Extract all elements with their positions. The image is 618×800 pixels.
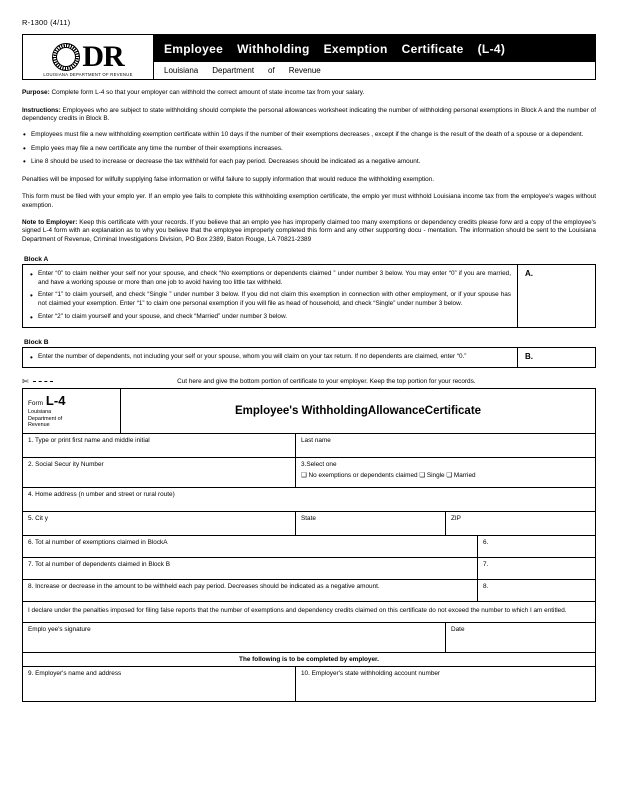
declaration-text: I declare under the penalties imposed for filing false reports that the number of exemptions and dependency credits claimed on this certificate do not exceed the number to which I am entitled. — [28, 607, 567, 615]
form-number: R-1300 (4/11) — [22, 18, 71, 27]
subtitle-word-of: of — [268, 66, 275, 75]
block-a-row — [22, 264, 596, 328]
employer-section-bar: The following is to be completed by employer. — [239, 656, 379, 664]
declaration-row — [23, 602, 595, 623]
date-field[interactable]: Date — [445, 623, 595, 652]
total-exemptions-label: 6. Tot al number of exemptions claimed in BlockA — [28, 539, 168, 547]
employee-signature-field[interactable]: Emplo yee's signature — [28, 626, 91, 634]
form-code: L-4 — [45, 392, 66, 408]
employer-name-address-field[interactable]: 9. Employer's name and address — [28, 670, 122, 678]
filing-paragraph: This form must be filed with your emplo yer. If an emplo yee fails to complete this withholding exemption certificate, the emplo yer must withhold Louisiana income tax from the employee's wages without exemption. — [22, 193, 596, 210]
penalties-paragraph: Penalties will be imposed for wilfully supplying false information or wilful failure to supply information that would reduce the withholding exemption. — [22, 175, 435, 183]
line-1-row — [23, 434, 595, 458]
header-title-bar — [154, 35, 595, 62]
last-name-field[interactable]: Last name — [295, 434, 595, 457]
first-name-field[interactable]: 1. Type or print first name and middle initial — [28, 437, 150, 445]
instruction-bullets — [22, 131, 596, 167]
line-5-row — [23, 512, 595, 536]
block-a-item: • Enter “0” to claim neither your self nor your spouse, and check “No exemptions or dependents claimed ” under number 3 below. You may enter “0” if you are married, and have a working spouse or more than one job to avoid having too little tax withheld. — [29, 270, 511, 288]
line-3-label: 3.Select one — [301, 461, 337, 469]
cut-notice-text: Cut here and give the bottom portion of certificate to your employer. Keep the top portion for your records. — [177, 377, 476, 385]
ssn-field[interactable]: 2. Social Secur ity Number — [28, 461, 104, 469]
signature-row — [23, 623, 595, 653]
block-b-row — [22, 347, 596, 368]
line-8-row — [23, 580, 595, 602]
header-subtitle — [154, 62, 595, 75]
cut-dashes — [33, 381, 53, 382]
line-7-row — [23, 558, 595, 580]
block-a-instructions — [22, 264, 518, 328]
line-3-options[interactable]: ❑ No exemptions or dependents claimed ❑ Single ❑ Married — [301, 472, 476, 480]
certificate-title: Employee's WithholdingAllowanceCertificate — [234, 404, 482, 417]
employer-bar-row — [23, 653, 595, 667]
form-header — [22, 34, 596, 80]
total-exemptions-value[interactable]: 6. — [477, 536, 595, 557]
select-one-group[interactable] — [295, 458, 595, 487]
title-word-withholding: Withholding — [237, 41, 310, 56]
block-a-heading: Block A — [24, 255, 49, 263]
total-dependents-label: 7. Tot al number of dependents claimed in Block B — [28, 561, 170, 569]
state-seal-icon — [52, 43, 80, 71]
block-b-heading: Block B — [24, 338, 49, 346]
employer-row — [23, 667, 595, 701]
additional-withholding-value[interactable]: 8. — [477, 580, 595, 601]
certificate-title-row — [23, 389, 595, 435]
block-a-answer-box[interactable]: A. — [518, 264, 596, 328]
home-address-field[interactable]: 4. Home address (n umber and street or rural route) — [28, 491, 175, 499]
note-to-employer — [22, 219, 596, 245]
block-a-item: • Enter “1” to claim yourself, and check “Single ” under number 3 below. If you did not claim this exemption in connection with other employment, or if your spouse has not claimed your exemption. Enter “1” to claim one personal exemption if you will file as head of household, and check “Single” under number 3 below. — [29, 291, 511, 309]
agency-line: Louisiana — [28, 408, 52, 415]
purpose-label: Purpose: — [22, 89, 50, 96]
state-field[interactable]: State — [295, 512, 445, 535]
subtitle-word-louisiana: Louisiana — [164, 66, 199, 75]
logo-letters: DR — [82, 40, 124, 73]
cut-here-line — [22, 377, 596, 386]
title-word-code: (L-4) — [477, 41, 506, 56]
zip-field[interactable]: ZIP — [445, 512, 595, 535]
block-b-instructions — [22, 347, 518, 368]
title-word-employee: Employee — [164, 41, 224, 56]
block-a-item: • Enter “2” to claim yourself and your spouse, and check “Married” under number 3 below. — [29, 313, 511, 322]
instructions-paragraph — [22, 107, 596, 124]
additional-withholding-label: 8. Increase or decrease in the amount to be withheld each pay period. Decreases should be indicated as a negative amount. — [28, 583, 380, 591]
line-4-row — [23, 488, 595, 512]
purpose-text: Complete form L-4 so that your employer can withhold the correct amount of state income tax from your salary. — [51, 89, 365, 96]
form-label: Form — [28, 399, 43, 407]
logo-subtitle: LOUISIANA DEPARTMENT OF REVENUE — [43, 72, 133, 77]
title-word-exemption: Exemption — [323, 41, 388, 56]
header-title-box — [154, 34, 596, 80]
bullet-item: • Line 8 should be used to increase or decrease the tax withheld for each pay period. Decreases should be indicated as a negative amount. — [22, 158, 596, 167]
bullet-item: • Emplo yees may file a new certificate any time the number of their exemptions increases. — [22, 145, 596, 154]
line-2-3-row — [23, 458, 595, 488]
agency-line: Department of — [28, 415, 63, 422]
subtitle-word-department: Department — [212, 66, 255, 75]
agency-line: Revenue — [28, 422, 50, 429]
form-identifier — [23, 389, 121, 434]
instructions-text: Employees who are subject to state withholding should complete the personal allowances worksheet indicating the number of withholding personal exemptions in Block A and the number of dependency credits in Block B. — [22, 106, 596, 123]
total-dependents-value[interactable]: 7. — [477, 558, 595, 579]
purpose-paragraph — [22, 89, 596, 98]
bullet-item: • Employees must file a new withholding exemption certificate within 10 days if the number of their exemptions decreases , except if the change is the result of the death of a spouse or a dependent. — [22, 131, 596, 140]
block-b-answer-box[interactable]: B. — [518, 347, 596, 368]
block-b-item: • Enter the number of dependents, not including your self or your spouse, whom you will claim on your tax return. If no dependents are claimed, enter “0.” — [29, 353, 511, 362]
certificate-form — [22, 388, 596, 702]
ldr-logo — [22, 34, 154, 80]
instructions-label: Instructions: — [22, 106, 61, 114]
note-text: Keep this certificate with your records. If you believe that an emplo yee has improperly claimed too many exemptions or dependency credits please forw ard a copy of the employee's signed L-4 form with an explanation as to why you believe that the employee improperly completed this form and any other supporting docu - mentation. The information should be sent to the Louisiana Department of Revenue, Criminal Investigations Division, PO Box 2389, Baton Rouge, LA 70821-2389 — [22, 218, 596, 244]
title-word-certificate: Certificate — [401, 41, 464, 56]
line-6-row — [23, 536, 595, 558]
note-label: Note to Employer: — [22, 218, 78, 226]
employer-account-number-field[interactable]: 10. Employer's state withholding account number — [295, 667, 595, 701]
scissors-icon: ✄ — [22, 376, 29, 386]
city-field[interactable]: 5. Cit y — [28, 515, 48, 523]
subtitle-word-revenue: Revenue — [288, 66, 321, 75]
